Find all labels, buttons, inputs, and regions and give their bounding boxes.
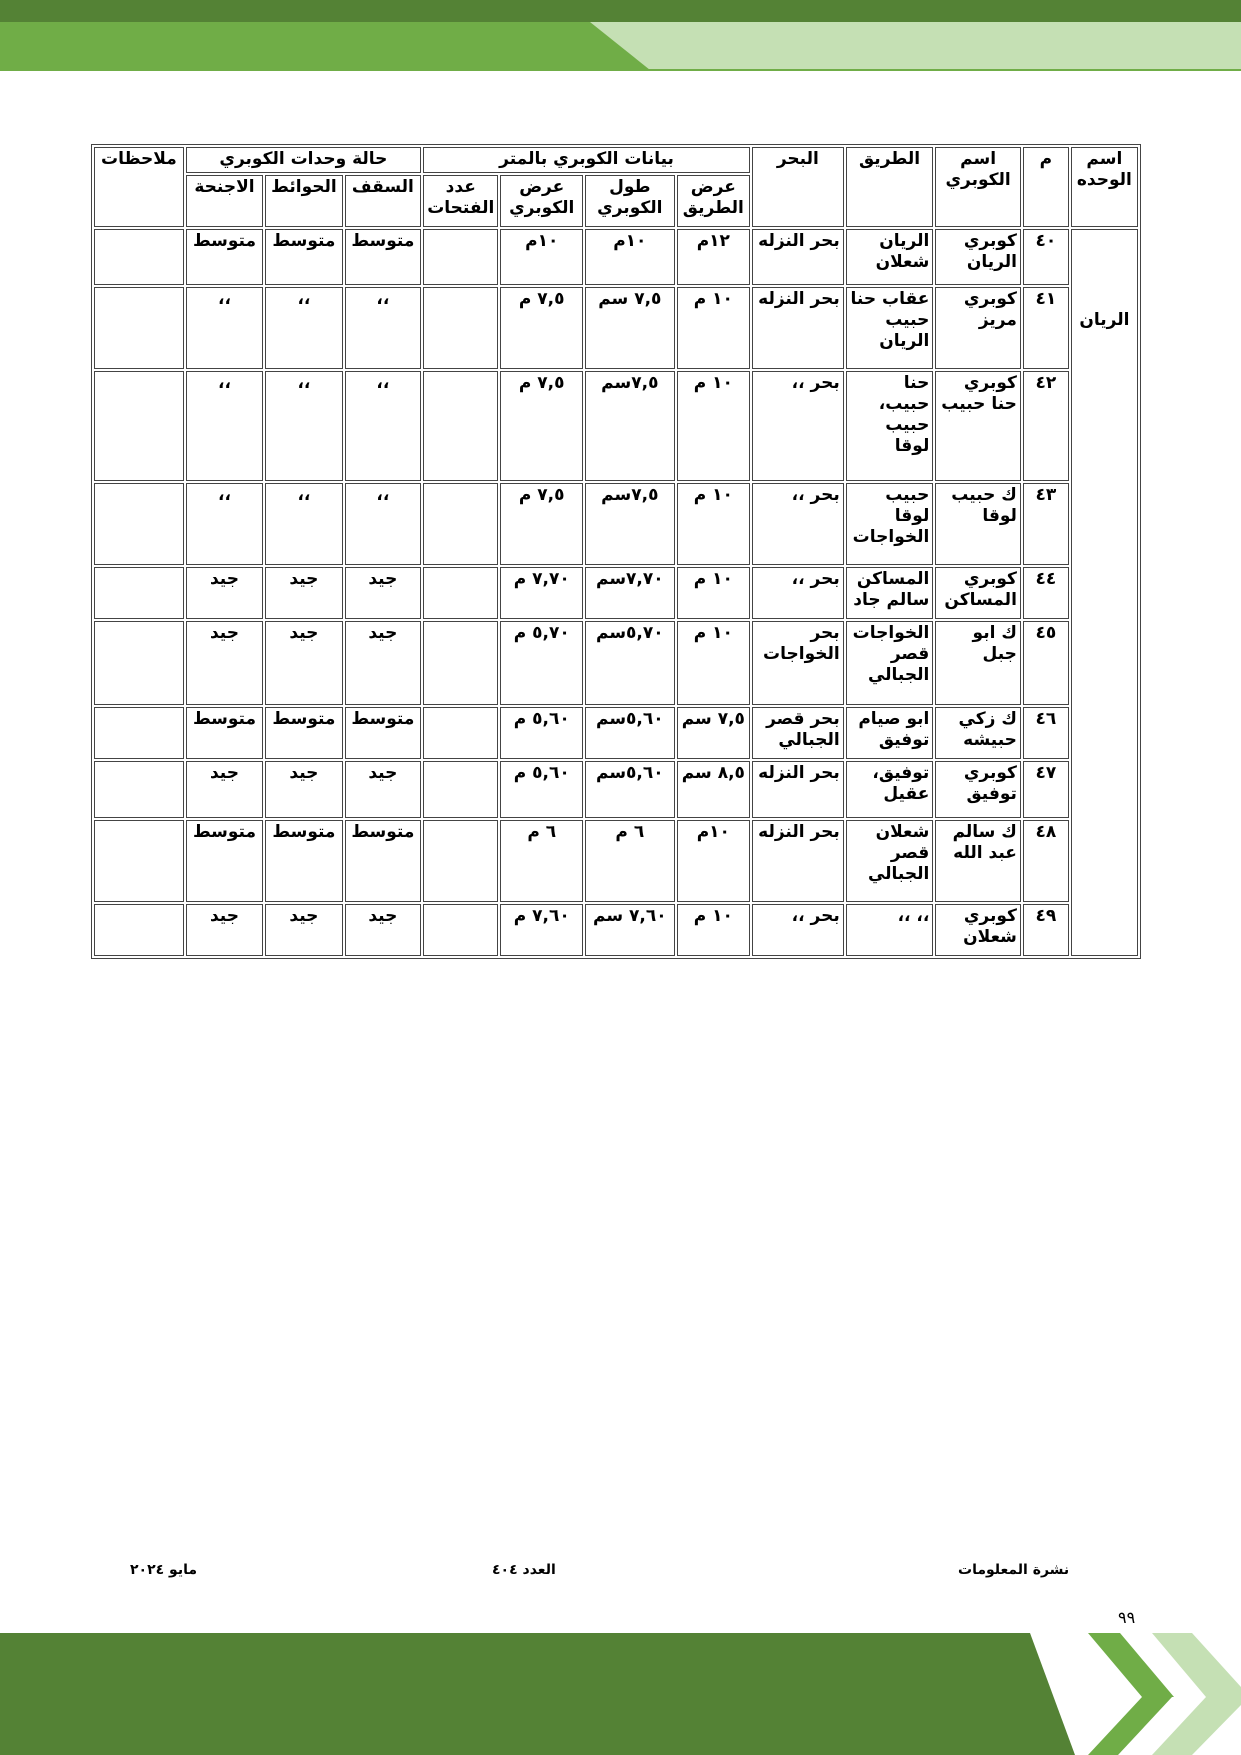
row-number: ٤٠ bbox=[1023, 229, 1069, 285]
notes-cell bbox=[94, 621, 184, 705]
walls-cell: متوسط bbox=[265, 707, 342, 759]
roof-cell: ،، bbox=[345, 287, 421, 369]
bridge-name-cell: كوبري شعلان bbox=[935, 904, 1021, 956]
walls-cell: ،، bbox=[265, 287, 342, 369]
sea-cell: بحر النزله bbox=[752, 229, 844, 285]
notes-cell bbox=[94, 820, 184, 902]
bridge-length-cell: ٧,٥سم bbox=[585, 483, 675, 565]
table-row bbox=[94, 229, 1138, 285]
sea-cell: بحر ،، bbox=[752, 371, 844, 481]
sea-cell: بحر النزله bbox=[752, 820, 844, 902]
row-number: ٤٧ bbox=[1023, 761, 1069, 818]
bridge-width-cell: ٧,٥ م bbox=[500, 371, 583, 481]
walls-cell: ،، bbox=[265, 371, 342, 481]
bridge-width-cell: ٥,٦٠ م bbox=[500, 707, 583, 759]
road-cell: عقاب حنا حبيب الريان bbox=[846, 287, 934, 369]
wings-cell: جيد bbox=[186, 621, 263, 705]
footer-issue: العدد ٤٠٤ bbox=[492, 1562, 556, 1578]
bridge-length-cell: ٥,٧٠سم bbox=[585, 621, 675, 705]
bridge-name-cell: ك حبيب لوقا bbox=[935, 483, 1021, 565]
wings-cell: جيد bbox=[186, 567, 263, 619]
bridge-width-cell: ٧,٥ م bbox=[500, 483, 583, 565]
openings-cell bbox=[423, 707, 498, 759]
header-group-data: بيانات الكوبري بالمتر bbox=[423, 147, 750, 173]
notes-cell bbox=[94, 229, 184, 285]
sea-cell: بحر ،، bbox=[752, 483, 844, 565]
bridge-length-cell: ٧,٥سم bbox=[585, 371, 675, 481]
bridge-length-cell: ٥,٦٠سم bbox=[585, 761, 675, 818]
wings-cell: ،، bbox=[186, 287, 263, 369]
road-width-cell: ١٠ م bbox=[677, 287, 750, 369]
header-unit: اسم الوحده bbox=[1071, 147, 1138, 227]
bridge-width-cell: ٥,٧٠ م bbox=[500, 621, 583, 705]
bridge-length-cell: ٧,٧٠سم bbox=[585, 567, 675, 619]
openings-cell bbox=[423, 761, 498, 818]
openings-cell bbox=[423, 371, 498, 481]
header-sea: البحر bbox=[752, 147, 844, 227]
sea-cell: بحر ،، bbox=[752, 567, 844, 619]
bridge-width-cell: ١٠م bbox=[500, 229, 583, 285]
header-road: الطريق bbox=[846, 147, 934, 227]
bridge-name-cell: ك زكي حبيشه bbox=[935, 707, 1021, 759]
table-row bbox=[94, 567, 1138, 619]
table-row bbox=[94, 761, 1138, 818]
row-number: ٤٢ bbox=[1023, 371, 1069, 481]
road-width-cell: ٨,٥ سم bbox=[677, 761, 750, 818]
roof-cell: جيد bbox=[345, 904, 421, 956]
row-number: ٤١ bbox=[1023, 287, 1069, 369]
road-width-cell: ١٠ م bbox=[677, 621, 750, 705]
wings-cell: جيد bbox=[186, 761, 263, 818]
header-notes: ملاحظات bbox=[94, 147, 184, 227]
header-openings: عدد الفتحات bbox=[423, 175, 498, 227]
road-cell: توفيق، عقيل bbox=[846, 761, 934, 818]
notes-cell bbox=[94, 287, 184, 369]
road-width-cell: ١٠ م bbox=[677, 483, 750, 565]
wings-cell: متوسط bbox=[186, 707, 263, 759]
roof-cell: ،، bbox=[345, 371, 421, 481]
openings-cell bbox=[423, 229, 498, 285]
openings-cell bbox=[423, 904, 498, 956]
table-row bbox=[94, 483, 1138, 565]
roof-cell: متوسط bbox=[345, 707, 421, 759]
notes-cell bbox=[94, 371, 184, 481]
wings-cell: ،، bbox=[186, 371, 263, 481]
walls-cell: متوسط bbox=[265, 229, 342, 285]
row-number: ٤٨ bbox=[1023, 820, 1069, 902]
bridge-name-cell: ك سالم عبد الله bbox=[935, 820, 1021, 902]
header-bridge-width: عرض الكوبري bbox=[500, 175, 583, 227]
openings-cell bbox=[423, 567, 498, 619]
road-width-cell: ١٠ م bbox=[677, 371, 750, 481]
bridge-width-cell: ٧,٥ م bbox=[500, 287, 583, 369]
openings-cell bbox=[423, 820, 498, 902]
header-num: م bbox=[1023, 147, 1069, 227]
bridge-name-cell: كوبري الريان bbox=[935, 229, 1021, 285]
roof-cell: متوسط bbox=[345, 820, 421, 902]
road-cell: ابو صيام توفيق bbox=[846, 707, 934, 759]
sea-cell: بحر ،، bbox=[752, 904, 844, 956]
walls-cell: جيد bbox=[265, 761, 342, 818]
header-wings: الاجنحة bbox=[186, 175, 263, 227]
roof-cell: ،، bbox=[345, 483, 421, 565]
road-cell: ،، ،، bbox=[846, 904, 934, 956]
walls-cell: ،، bbox=[265, 483, 342, 565]
wings-cell: متوسط bbox=[186, 229, 263, 285]
notes-cell bbox=[94, 904, 184, 956]
notes-cell bbox=[94, 483, 184, 565]
header-band bbox=[0, 0, 1241, 72]
bridge-width-cell: ٧,٦٠ م bbox=[500, 904, 583, 956]
footer-date: مايو ٢٠٢٤ bbox=[130, 1562, 198, 1578]
row-number: ٤٩ bbox=[1023, 904, 1069, 956]
row-number: ٤٤ bbox=[1023, 567, 1069, 619]
header-bridge-length: طول الكوبري bbox=[585, 175, 675, 227]
header-road-width: عرض الطريق bbox=[677, 175, 750, 227]
bridge-name-cell: كوبري مريز bbox=[935, 287, 1021, 369]
wings-cell: متوسط bbox=[186, 820, 263, 902]
bridge-name-cell: كوبري حنا حبيب bbox=[935, 371, 1021, 481]
openings-cell bbox=[423, 621, 498, 705]
table-row bbox=[94, 904, 1138, 956]
roof-cell: جيد bbox=[345, 761, 421, 818]
bridge-name-cell: ك ابو جبل bbox=[935, 621, 1021, 705]
walls-cell: جيد bbox=[265, 904, 342, 956]
sea-cell: بحر قصر الجبالي bbox=[752, 707, 844, 759]
bridge-name-cell: كوبري توفيق bbox=[935, 761, 1021, 818]
bridge-width-cell: ٥,٦٠ م bbox=[500, 761, 583, 818]
walls-cell: جيد bbox=[265, 567, 342, 619]
roof-cell: متوسط bbox=[345, 229, 421, 285]
header-roof: السقف bbox=[345, 175, 421, 227]
table-row bbox=[94, 707, 1138, 759]
road-cell: الريان شعلان bbox=[846, 229, 934, 285]
sea-cell: بحر النزله bbox=[752, 287, 844, 369]
header-walls: الحوائط bbox=[265, 175, 342, 227]
road-width-cell: ١٠م bbox=[677, 820, 750, 902]
bridge-length-cell: ٧,٥ سم bbox=[585, 287, 675, 369]
table-row bbox=[94, 820, 1138, 902]
walls-cell: جيد bbox=[265, 621, 342, 705]
road-width-cell: ٧,٥ سم bbox=[677, 707, 750, 759]
roof-cell: جيد bbox=[345, 567, 421, 619]
wings-cell: جيد bbox=[186, 904, 263, 956]
bridge-name-cell: كوبري المساكن bbox=[935, 567, 1021, 619]
roof-cell: جيد bbox=[345, 621, 421, 705]
row-number: ٤٥ bbox=[1023, 621, 1069, 705]
road-cell: حبيب لوقا الخواجات bbox=[846, 483, 934, 565]
bridge-length-cell: ١٠م bbox=[585, 229, 675, 285]
header-group-condition: حالة وحدات الكوبري bbox=[186, 147, 421, 173]
notes-cell bbox=[94, 707, 184, 759]
bridge-width-cell: ٦ م bbox=[500, 820, 583, 902]
road-width-cell: ١٠ م bbox=[677, 904, 750, 956]
footer-band bbox=[0, 1625, 1241, 1755]
row-number: ٤٣ bbox=[1023, 483, 1069, 565]
table-row bbox=[94, 621, 1138, 705]
sea-cell: بحر النزله bbox=[752, 761, 844, 818]
bridge-width-cell: ٧,٧٠ م bbox=[500, 567, 583, 619]
road-cell: المساكن سالم جاد bbox=[846, 567, 934, 619]
sea-cell: بحر الخواجات bbox=[752, 621, 844, 705]
road-cell: حنا حبيب، حبيب لوقا bbox=[846, 371, 934, 481]
wings-cell: ،، bbox=[186, 483, 263, 565]
notes-cell bbox=[94, 761, 184, 818]
table-row bbox=[94, 371, 1138, 481]
bridge-length-cell: ٧,٦٠ سم bbox=[585, 904, 675, 956]
openings-cell bbox=[423, 483, 498, 565]
road-cell: الخواجات قصر الجبالي bbox=[846, 621, 934, 705]
header-bridge-name: اسم الكوبري bbox=[935, 147, 1021, 227]
table-body bbox=[94, 229, 1138, 956]
notes-cell bbox=[94, 567, 184, 619]
unit-cell: الريان bbox=[1071, 229, 1138, 956]
road-cell: شعلان قصر الجبالي bbox=[846, 820, 934, 902]
bridge-length-cell: ٥,٦٠سم bbox=[585, 707, 675, 759]
walls-cell: متوسط bbox=[265, 820, 342, 902]
footer-publication: نشرة المعلومات bbox=[958, 1562, 1070, 1578]
bridge-length-cell: ٦ م bbox=[585, 820, 675, 902]
road-width-cell: ١٠ م bbox=[677, 567, 750, 619]
page-number: ٩٩ bbox=[1118, 1608, 1136, 1627]
bridges-table bbox=[91, 144, 1141, 959]
table-row bbox=[94, 287, 1138, 369]
road-width-cell: ١٢م bbox=[677, 229, 750, 285]
openings-cell bbox=[423, 287, 498, 369]
row-number: ٤٦ bbox=[1023, 707, 1069, 759]
